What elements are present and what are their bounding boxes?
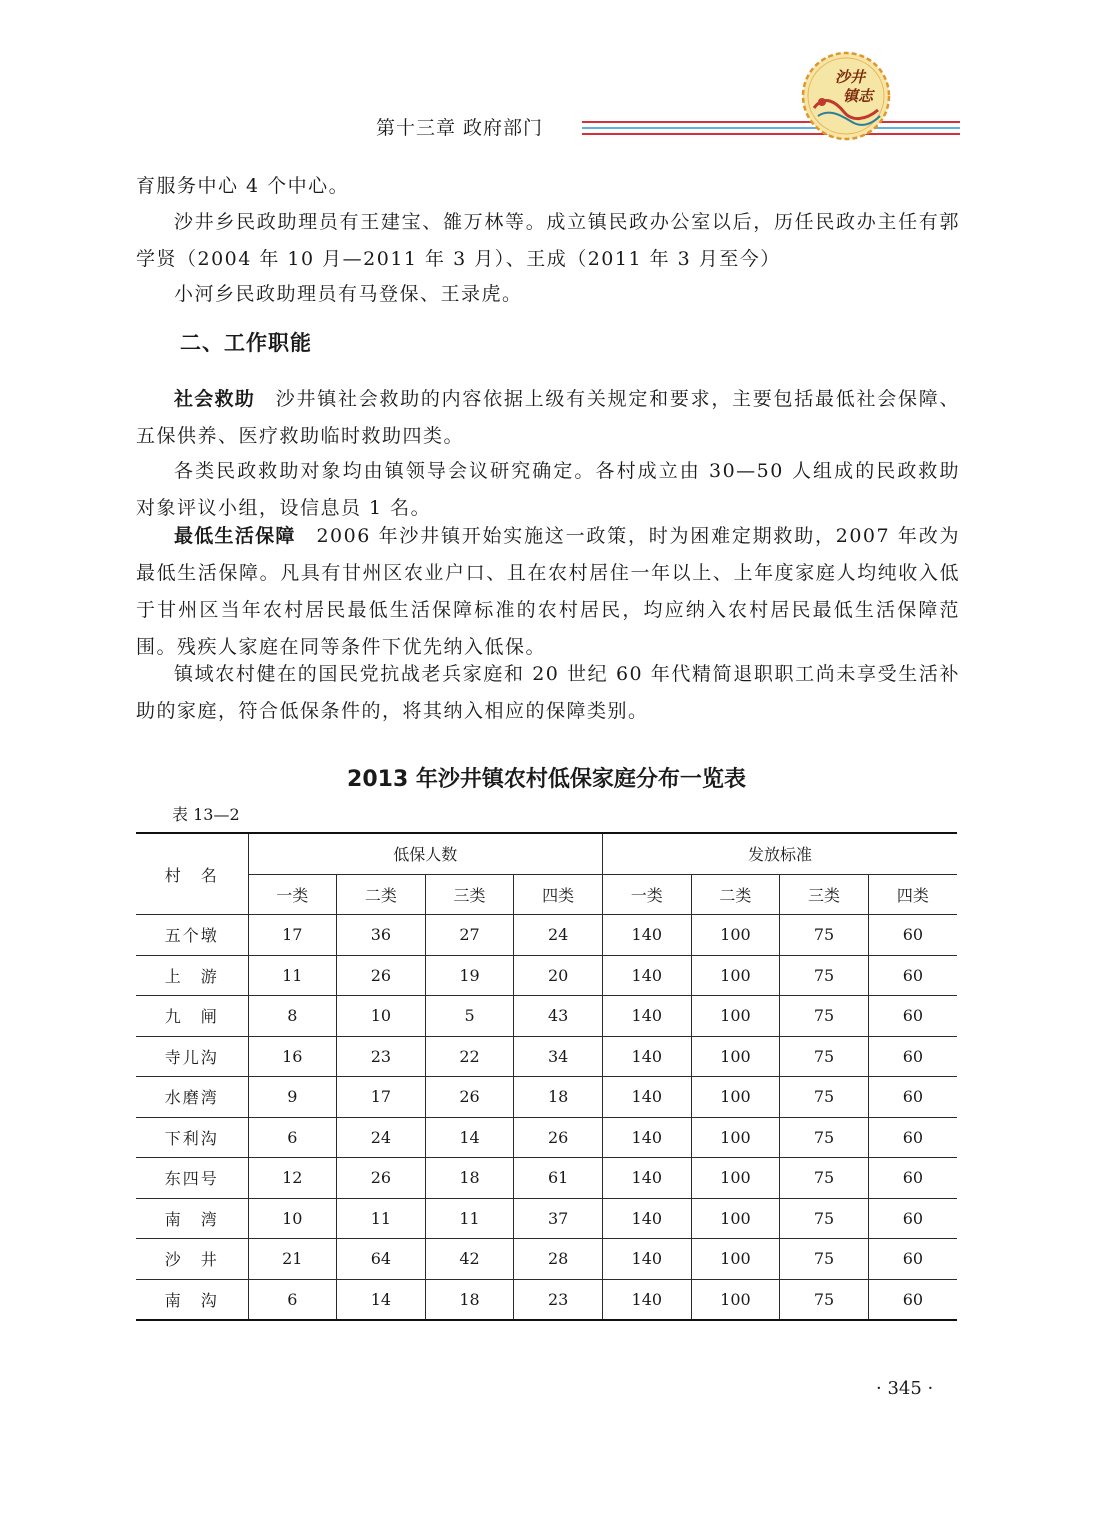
value-cell: 60 — [868, 1239, 957, 1280]
value-cell: 100 — [691, 915, 780, 956]
table-row — [136, 955, 957, 996]
value-cell: 60 — [868, 1158, 957, 1199]
value-cell: 140 — [603, 1036, 692, 1077]
paragraph-minimum-living — [136, 518, 960, 666]
value-cell: 100 — [691, 996, 780, 1037]
book-emblem — [800, 50, 892, 142]
value-cell: 11 — [248, 955, 337, 996]
subheader-cell: 一类 — [248, 874, 337, 915]
value-cell: 140 — [603, 1158, 692, 1199]
value-cell: 24 — [337, 1117, 426, 1158]
value-cell: 18 — [425, 1279, 514, 1320]
value-cell: 100 — [691, 1279, 780, 1320]
subheader-cell: 三类 — [425, 874, 514, 915]
value-cell: 11 — [337, 1198, 426, 1239]
value-cell: 140 — [603, 915, 692, 956]
header-rule-red-top — [582, 121, 960, 123]
subheader-cell: 四类 — [868, 874, 957, 915]
table-row — [136, 1036, 957, 1077]
paragraph-social-assistance — [136, 381, 960, 455]
value-cell: 140 — [603, 1198, 692, 1239]
value-cell: 75 — [780, 996, 869, 1037]
village-cell: 沙 井 — [136, 1239, 248, 1280]
value-cell: 100 — [691, 1158, 780, 1199]
header-standard: 发放标准 — [603, 833, 958, 874]
value-cell: 22 — [425, 1036, 514, 1077]
village-cell: 九 闸 — [136, 996, 248, 1037]
paragraph-shajing-assistants: 沙井乡民政助理员有王建宝、雒万林等。成立镇民政办公室以后，历任民政办主任有郭学贤（2004 年 10 月—2011 年 3 月）、王成（2011 年 3 月至今） — [136, 211, 960, 270]
value-cell: 6 — [248, 1117, 337, 1158]
value-cell: 19 — [425, 955, 514, 996]
header-village: 村 名 — [136, 833, 248, 915]
subheader-cell: 四类 — [514, 874, 603, 915]
page-number: · 345 · — [876, 1378, 934, 1399]
value-cell: 61 — [514, 1158, 603, 1199]
table-row — [136, 996, 957, 1037]
value-cell: 23 — [514, 1279, 603, 1320]
value-cell: 100 — [691, 1117, 780, 1158]
paragraph-continuation: 育服务中心 4 个中心。 — [136, 175, 350, 197]
table-row — [136, 1239, 957, 1280]
value-cell: 140 — [603, 1077, 692, 1118]
paragraph-xiaohe-assistants: 小河乡民政助理员有马登保、王录虎。 — [174, 283, 523, 305]
value-cell: 75 — [780, 1279, 869, 1320]
subheader-cell: 二类 — [691, 874, 780, 915]
value-cell: 100 — [691, 1077, 780, 1118]
value-cell: 28 — [514, 1239, 603, 1280]
value-cell: 9 — [248, 1077, 337, 1118]
table-row — [136, 1198, 957, 1239]
value-cell: 60 — [868, 1077, 957, 1118]
value-cell: 20 — [514, 955, 603, 996]
chapter-title: 第十三章 政府部门 — [376, 117, 544, 139]
value-cell: 140 — [603, 1239, 692, 1280]
value-cell: 14 — [337, 1279, 426, 1320]
value-cell: 60 — [868, 1117, 957, 1158]
value-cell: 23 — [337, 1036, 426, 1077]
term-social-assistance: 社会救助 — [174, 388, 255, 410]
value-cell: 42 — [425, 1239, 514, 1280]
table-row — [136, 915, 957, 956]
value-cell: 10 — [337, 996, 426, 1037]
value-cell: 75 — [780, 1117, 869, 1158]
paragraph-assistance-committee: 各类民政救助对象均由镇领导会议研究确定。各村成立由 30—50 人组成的民政救助对象评议小组，设信息员 1 名。 — [136, 460, 960, 519]
value-cell: 100 — [691, 955, 780, 996]
value-cell: 18 — [514, 1077, 603, 1118]
value-cell: 75 — [780, 915, 869, 956]
value-cell: 60 — [868, 996, 957, 1037]
village-cell: 下利沟 — [136, 1117, 248, 1158]
table-subheader-row — [136, 874, 957, 915]
value-cell: 5 — [425, 996, 514, 1037]
value-cell: 43 — [514, 996, 603, 1037]
value-cell: 26 — [514, 1117, 603, 1158]
value-cell: 75 — [780, 1158, 869, 1199]
value-cell: 6 — [248, 1279, 337, 1320]
header-rule-red-bottom — [582, 133, 960, 135]
value-cell: 37 — [514, 1198, 603, 1239]
value-cell: 10 — [248, 1198, 337, 1239]
village-cell: 南 湾 — [136, 1198, 248, 1239]
value-cell: 75 — [780, 1198, 869, 1239]
table-row — [136, 1279, 957, 1320]
value-cell: 140 — [603, 955, 692, 996]
value-cell: 17 — [248, 915, 337, 956]
value-cell: 100 — [691, 1198, 780, 1239]
value-cell: 140 — [603, 996, 692, 1037]
value-cell: 26 — [337, 1158, 426, 1199]
village-cell: 上 游 — [136, 955, 248, 996]
value-cell: 17 — [337, 1077, 426, 1118]
value-cell: 140 — [603, 1117, 692, 1158]
value-cell: 8 — [248, 996, 337, 1037]
value-cell: 14 — [425, 1117, 514, 1158]
value-cell: 24 — [514, 915, 603, 956]
value-cell: 60 — [868, 915, 957, 956]
village-cell: 水磨湾 — [136, 1077, 248, 1118]
value-cell: 60 — [868, 1036, 957, 1077]
value-cell: 11 — [425, 1198, 514, 1239]
value-cell: 27 — [425, 915, 514, 956]
value-cell: 75 — [780, 955, 869, 996]
village-cell: 东四号 — [136, 1158, 248, 1199]
village-cell: 五个墩 — [136, 915, 248, 956]
table-title: 2013 年沙井镇农村低保家庭分布一览表 — [347, 767, 746, 792]
emblem-text-line2: 镇志 — [842, 87, 874, 105]
table-row — [136, 1117, 957, 1158]
value-cell: 26 — [425, 1077, 514, 1118]
value-cell: 60 — [868, 1279, 957, 1320]
subsidy-table — [136, 832, 957, 1321]
value-cell: 64 — [337, 1239, 426, 1280]
village-cell: 南 沟 — [136, 1279, 248, 1320]
value-cell: 21 — [248, 1239, 337, 1280]
value-cell: 140 — [603, 1279, 692, 1320]
table-row — [136, 1077, 957, 1118]
paragraph-minimum-living-text: 2006 年沙井镇开始实施这一政策，时为困难定期救助，2007 年改为最低生活保障。凡具有甘州区农业户口、且在农村居住一年以上、上年度家庭人均纯收入低于甘州区当年农村居民最低生活保障标准的农村居民，均应纳入农村居民最低生活保障范围。残疾人家庭在同等条件下优先纳入低保。 — [136, 525, 960, 658]
table-number: 表 13—2 — [172, 805, 240, 824]
value-cell: 60 — [868, 955, 957, 996]
subheader-cell: 三类 — [780, 874, 869, 915]
value-cell: 60 — [868, 1198, 957, 1239]
value-cell: 100 — [691, 1239, 780, 1280]
subheader-cell: 二类 — [337, 874, 426, 915]
value-cell: 12 — [248, 1158, 337, 1199]
paragraph-veterans: 镇域农村健在的国民党抗战老兵家庭和 20 世纪 60 年代精简退职职工尚未享受生活补助的家庭，符合低保条件的，将其纳入相应的保障类别。 — [136, 663, 960, 722]
paragraph-social-assistance-text: 沙井镇社会救助的内容依据上级有关规定和要求，主要包括最低社会保障、五保供养、医疗救助临时救助四类。 — [136, 388, 960, 447]
value-cell: 34 — [514, 1036, 603, 1077]
table-row — [136, 1158, 957, 1199]
table-header-row — [136, 833, 957, 874]
header-recipients: 低保人数 — [248, 833, 603, 874]
value-cell: 100 — [691, 1036, 780, 1077]
value-cell: 36 — [337, 915, 426, 956]
section-heading: 二、工作职能 — [180, 331, 312, 355]
value-cell: 16 — [248, 1036, 337, 1077]
value-cell: 75 — [780, 1036, 869, 1077]
village-cell: 寺儿沟 — [136, 1036, 248, 1077]
value-cell: 18 — [425, 1158, 514, 1199]
value-cell: 75 — [780, 1077, 869, 1118]
subheader-cell: 一类 — [603, 874, 692, 915]
emblem-text-line1: 沙井 — [834, 68, 866, 86]
header-rule-blue — [582, 127, 960, 129]
term-minimum-living: 最低生活保障 — [174, 525, 296, 547]
value-cell: 26 — [337, 955, 426, 996]
value-cell: 75 — [780, 1239, 869, 1280]
